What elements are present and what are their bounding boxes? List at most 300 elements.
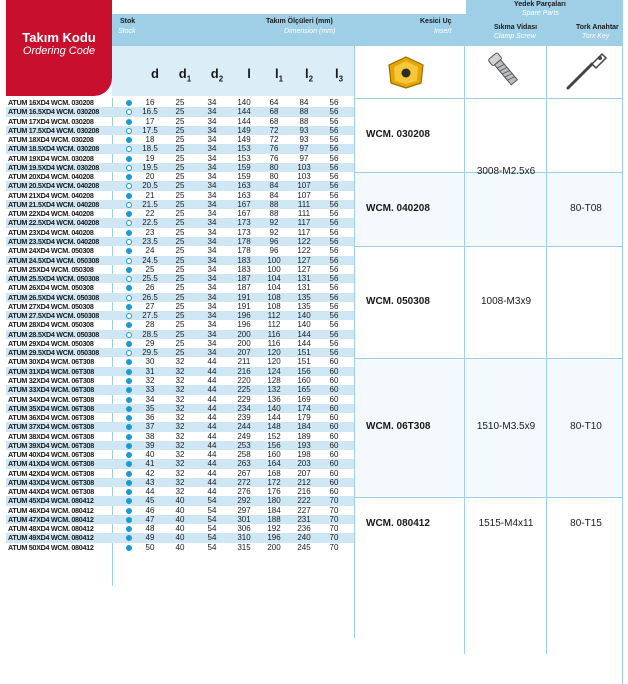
dimension-value: 40: [175, 496, 185, 506]
dimension-value: 167: [237, 209, 251, 219]
dimension-value: 111: [297, 209, 311, 219]
dimension-value: 40: [175, 524, 185, 534]
ordering-code: ATUM 23XD4 WCM. 040208: [8, 227, 94, 237]
table-row: [6, 98, 354, 107]
in-stock-dot: [126, 443, 132, 449]
dimension-value: 25: [175, 181, 185, 191]
dimension-value: 193: [297, 440, 311, 450]
dimension-subscript: 1: [278, 74, 284, 84]
dimension-value: 56: [329, 274, 339, 284]
dimension-value: 25: [175, 218, 185, 228]
dimension-value: 144: [237, 107, 251, 117]
dimension-value: 120: [267, 357, 281, 367]
dimension-symbol: l: [334, 66, 339, 81]
ordering-code: ATUM 28.5XD4 WCM. 050308: [8, 329, 99, 339]
dimension-value: 111: [297, 199, 311, 209]
dimension-label: [238, 66, 260, 81]
dimension-value: 56: [329, 190, 339, 200]
dimension-value: 56: [329, 172, 339, 182]
dimension-value: 45: [145, 496, 155, 506]
dimension-value: 54: [207, 505, 217, 515]
table-row: [6, 302, 354, 311]
dimension-value: 178: [237, 236, 251, 246]
on-order-dot: [126, 146, 132, 152]
ordering-code-subtitle: Ordering Code: [22, 45, 96, 57]
insert-title: Kesici Uç: [420, 18, 452, 25]
ordering-code: ATUM 37XD4 WCM. 06T308: [8, 422, 94, 432]
dimension-value: 56: [329, 311, 339, 321]
table-row: [6, 237, 354, 246]
dimension-value: 30: [145, 357, 155, 367]
dimension-value: 76: [269, 153, 279, 163]
dimension-value: 32: [145, 375, 155, 385]
dimension-value: 60: [329, 440, 339, 450]
dimension-value: 20: [145, 172, 155, 182]
table-row: [6, 441, 354, 450]
dimension-value: 56: [329, 348, 339, 358]
dimension-value: 44: [207, 403, 217, 413]
dimension-value: 34: [207, 320, 217, 330]
dimension-value: 60: [329, 477, 339, 487]
dimension-symbol: d: [210, 66, 219, 81]
ordering-code: ATUM 21.5XD4 WCM. 040208: [8, 199, 99, 209]
on-order-dot: [126, 332, 132, 338]
dimension-value: 22: [145, 209, 155, 219]
dimension-value: 148: [267, 422, 281, 432]
dimension-value: 116: [267, 329, 281, 339]
in-stock-dot: [126, 452, 132, 458]
dimension-value: 72: [269, 125, 279, 135]
dimension-value: 192: [267, 524, 281, 534]
dimension-value: 88: [269, 199, 279, 209]
dimension-value: 128: [267, 375, 281, 385]
dimension-value: 19.5: [142, 162, 158, 172]
dimension-value: 149: [237, 135, 251, 145]
dimension-value: 222: [297, 496, 311, 506]
dimension-value: 34: [207, 107, 217, 117]
dimension-value: 272: [237, 477, 251, 487]
dimension-value: 28.5: [142, 329, 158, 339]
ordering-code: ATUM 24.5XD4 WCM. 050308: [8, 255, 99, 265]
in-stock-dot: [126, 156, 132, 162]
clamp-screw-code: 3008-M2.5x6: [476, 166, 536, 178]
dimension-value: 92: [269, 227, 279, 237]
in-stock-dot: [126, 378, 132, 384]
spare-parts-subtitle: Spare Parts: [522, 10, 559, 17]
dimension-value: 117: [297, 218, 311, 228]
dimension-value: 60: [329, 385, 339, 395]
dimension-value: 34: [207, 144, 217, 154]
ordering-code: ATUM 48XD4 WCM. 080412: [8, 524, 94, 534]
table-row: [6, 515, 354, 524]
dimension-value: 140: [297, 311, 311, 321]
dimension-value: 44: [207, 477, 217, 487]
dimension-value: 104: [267, 274, 281, 284]
dimension-value: 25: [175, 329, 185, 339]
dimension-value: 253: [237, 440, 251, 450]
torx-key-code: 80-T10: [570, 421, 602, 433]
dimension-value: 183: [237, 264, 251, 274]
dimension-value: 56: [329, 283, 339, 293]
spare-parts-title: Yedek Parçaları: [514, 1, 566, 8]
table-row: [6, 413, 354, 422]
dimension-value: 196: [237, 311, 251, 321]
in-stock-dot: [126, 100, 132, 106]
dimension-value: 156: [297, 366, 311, 376]
dimension-value: 21: [145, 190, 155, 200]
dimension-value: 60: [329, 459, 339, 469]
dimension-value: 40: [175, 542, 185, 552]
dimension-value: 267: [237, 468, 251, 478]
dimension-value: 34: [207, 274, 217, 284]
dimension-value: 25: [175, 190, 185, 200]
in-stock-dot: [126, 285, 132, 291]
table-row: [6, 450, 354, 459]
dimension-value: 56: [329, 236, 339, 246]
dimension-value: 47: [145, 514, 155, 524]
dimension-value: 56: [329, 98, 339, 107]
dimension-value: 60: [329, 357, 339, 367]
ordering-code: ATUM 26.5XD4 WCM. 050308: [8, 292, 99, 302]
dimension-value: 245: [297, 542, 311, 552]
clamp-screw-icon: [484, 48, 524, 92]
dimension-value: 122: [297, 236, 311, 246]
dimension-value: 153: [237, 144, 251, 154]
in-stock-dot: [126, 304, 132, 310]
dimension-value: 60: [329, 487, 339, 497]
dimension-value: 25: [175, 264, 185, 274]
in-stock-dot: [126, 369, 132, 375]
dimension-value: 25: [175, 255, 185, 265]
dimension-value: 25: [175, 338, 185, 348]
dimension-value: 200: [267, 542, 281, 552]
dimension-value: 60: [329, 450, 339, 460]
dimension-value: 42: [145, 468, 155, 478]
dimension-value: 136: [267, 394, 281, 404]
dimension-value: 24: [145, 246, 155, 256]
on-order-dot: [126, 313, 132, 319]
dimension-value: 34: [207, 227, 217, 237]
dimension-value: 56: [329, 107, 339, 117]
dimension-value: 258: [237, 450, 251, 460]
table-row: [6, 348, 354, 357]
dimension-value: 34: [207, 181, 217, 191]
dimension-value: 96: [269, 236, 279, 246]
dimension-value: 60: [329, 413, 339, 423]
dimension-value: 41: [145, 459, 155, 469]
dimension-value: 276: [237, 487, 251, 497]
dimension-value: 44: [207, 422, 217, 432]
ordering-code: ATUM 19XD4 WCM. 030208: [8, 153, 94, 163]
dimension-label: [298, 66, 320, 84]
dimension-value: 178: [237, 246, 251, 256]
dimension-value: 32: [175, 431, 185, 441]
dimension-label: [268, 66, 290, 84]
dimension-value: 108: [267, 292, 281, 302]
ordering-code: ATUM 42XD4 WCM. 06T308: [8, 468, 94, 478]
on-order-dot: [126, 202, 132, 208]
dimension-value: 292: [237, 496, 251, 506]
dimension-value: 32: [175, 375, 185, 385]
dimension-value: 34: [207, 218, 217, 228]
dimension-value: 107: [297, 190, 311, 200]
dimension-value: 34: [207, 199, 217, 209]
dimension-value: 187: [237, 283, 251, 293]
dimension-value: 183: [237, 255, 251, 265]
dimension-value: 191: [237, 301, 251, 311]
insert-code: WCM. 040208: [366, 203, 430, 215]
ordering-code: ATUM 49XD4 WCM. 080412: [8, 533, 94, 543]
dimension-value: 25: [175, 301, 185, 311]
table-row: [6, 357, 354, 366]
dimension-value: 18.5: [142, 144, 158, 154]
dimension-value: 34: [207, 135, 217, 145]
in-stock-dot: [126, 498, 132, 504]
dimension-value: 56: [329, 255, 339, 265]
dimension-value: 25: [175, 274, 185, 284]
table-row: [6, 422, 354, 431]
dimension-value: 25: [175, 116, 185, 126]
dimension-value: 97: [299, 153, 309, 163]
dimension-value: 32: [175, 450, 185, 460]
ordering-code: ATUM 25.5XD4 WCM. 050308: [8, 274, 99, 284]
dimension-value: 107: [297, 181, 311, 191]
ordering-code: ATUM 28XD4 WCM. 050308: [8, 320, 94, 330]
in-stock-dot: [126, 387, 132, 393]
dimension-value: 165: [297, 385, 311, 395]
stock-subtitle: Stock: [118, 28, 136, 35]
dimension-value: 56: [329, 338, 339, 348]
in-stock-dot: [126, 119, 132, 125]
dimension-value: 40: [145, 450, 155, 460]
dimension-value: 17: [145, 116, 155, 126]
dimension-value: 180: [267, 496, 281, 506]
in-stock-dot: [126, 341, 132, 347]
ordering-code: ATUM 25XD4 WCM. 050308: [8, 264, 94, 274]
dimension-value: 23: [145, 227, 155, 237]
dimension-value: 96: [269, 246, 279, 256]
table-row: [6, 172, 354, 181]
table-row: [6, 181, 354, 190]
dimension-value: 70: [329, 514, 339, 524]
ordering-code: ATUM 22XD4 WCM. 040208: [8, 209, 94, 219]
table-row: [6, 330, 354, 339]
in-stock-dot: [126, 517, 132, 523]
dimension-value: 34: [207, 190, 217, 200]
dimension-value: 33: [145, 385, 155, 395]
dimension-value: 135: [297, 292, 311, 302]
table-row: [6, 246, 354, 255]
dimension-value: 44: [207, 385, 217, 395]
dimension-value: 152: [267, 431, 281, 441]
table-row: [6, 395, 354, 404]
dimension-value: 140: [297, 320, 311, 330]
dimension-value: 31: [145, 366, 155, 376]
dimension-value: 56: [329, 320, 339, 330]
table-row: [6, 367, 354, 376]
dimension-value: 187: [237, 274, 251, 284]
in-stock-dot: [126, 193, 132, 199]
dimension-value: 24.5: [142, 255, 158, 265]
in-stock-dot: [126, 434, 132, 440]
dimension-value: 40: [175, 505, 185, 515]
in-stock-dot: [126, 489, 132, 495]
dimension-value: 35: [145, 403, 155, 413]
clamp-screw-code: 1008-M3x9: [480, 295, 532, 307]
dimension-value: 70: [329, 524, 339, 534]
on-order-dot: [126, 220, 132, 226]
dimension-value: 88: [299, 116, 309, 126]
dimension-value: 112: [267, 320, 281, 330]
dimension-value: 220: [237, 375, 251, 385]
dimension-value: 56: [329, 227, 339, 237]
dimension-symbol: l: [304, 66, 309, 81]
dimension-value: 93: [299, 135, 309, 145]
ordering-code: ATUM 22.5XD4 WCM. 040208: [8, 218, 99, 228]
dimension-value: 68: [269, 107, 279, 117]
dimension-value: 29: [145, 338, 155, 348]
dimension-value: 112: [267, 311, 281, 321]
dimension-value: 34: [207, 338, 217, 348]
dimension-value: 160: [267, 450, 281, 460]
dimension-value: 25: [175, 153, 185, 163]
torx-key-subtitle: Torx Key: [582, 33, 610, 40]
dimension-value: 122: [297, 246, 311, 256]
dimension-value: 32: [175, 487, 185, 497]
dimension-value: 124: [267, 366, 281, 376]
ordering-code: ATUM 45XD4 WCM. 080412: [8, 496, 94, 506]
dimension-value: 32: [175, 385, 185, 395]
dimension-value: 56: [329, 329, 339, 339]
dimension-value: 20.5: [142, 181, 158, 191]
table-row: [6, 283, 354, 292]
ordering-code: ATUM 43XD4 WCM. 06T308: [8, 477, 94, 487]
dimension-value: 249: [237, 431, 251, 441]
dimension-value: 92: [269, 218, 279, 228]
in-stock-dot: [126, 415, 132, 421]
dimension-subscript: 3: [338, 74, 344, 84]
dimension-value: 70: [329, 533, 339, 543]
dimension-value: 97: [299, 144, 309, 154]
ordering-code: ATUM 18XD4 WCM. 030208: [8, 135, 94, 145]
dimension-value: 144: [297, 329, 311, 339]
dimension-value: 44: [207, 487, 217, 497]
dimension-value: 44: [207, 440, 217, 450]
dimension-label: [144, 66, 166, 81]
dimension-value: 17.5: [142, 125, 158, 135]
dimension-value: 168: [267, 468, 281, 478]
dimension-value: 54: [207, 524, 217, 534]
dimension-value: 34: [207, 98, 217, 107]
dimension-value: 60: [329, 468, 339, 478]
ordering-code: ATUM 41XD4 WCM. 06T308: [8, 459, 94, 469]
dimension-value: 127: [297, 264, 311, 274]
dimension-value: 173: [237, 218, 251, 228]
ordering-code: ATUM 47XD4 WCM. 080412: [8, 514, 94, 524]
dimension-value: 32: [175, 468, 185, 478]
dimension-value: 32: [175, 440, 185, 450]
dimension-subtitle: Dimension (mm): [284, 28, 336, 35]
on-order-dot: [126, 109, 132, 115]
dimension-value: 151: [297, 357, 311, 367]
clamp-screw-code: 1515-M4x11: [478, 518, 534, 530]
dimension-value: 151: [297, 348, 311, 358]
dimension-value: 34: [207, 301, 217, 311]
ordering-code: ATUM 32XD4 WCM. 06T308: [8, 375, 94, 385]
ordering-code: ATUM 16.5XD4 WCM. 030208: [8, 107, 99, 117]
ordering-code: ATUM 38XD4 WCM. 06T308: [8, 431, 94, 441]
table-row: [6, 256, 354, 265]
dimension-value: 140: [267, 403, 281, 413]
in-stock-dot: [126, 480, 132, 486]
table-row: [6, 432, 354, 441]
dimension-label: [174, 66, 196, 84]
in-stock-dot: [126, 471, 132, 477]
dimension-value: 44: [207, 375, 217, 385]
torx-key-code: 80-T15: [570, 518, 602, 530]
dimension-value: 56: [329, 199, 339, 209]
dimension-value: 64: [269, 98, 279, 107]
table-row: [6, 478, 354, 487]
dimension-value: 159: [237, 172, 251, 182]
dimension-value: 240: [297, 533, 311, 543]
table-row: [6, 506, 354, 515]
dimension-value: 93: [299, 125, 309, 135]
dimension-value: 234: [237, 403, 251, 413]
insert-code: WCM. 080412: [366, 518, 430, 530]
dimension-value: 60: [329, 403, 339, 413]
dimension-value: 25.5: [142, 274, 158, 284]
ordering-code: ATUM 27XD4 WCM. 050308: [8, 301, 94, 311]
dimension-value: 200: [237, 338, 251, 348]
dimension-value: 34: [207, 236, 217, 246]
insert-code: WCM. 06T308: [366, 421, 431, 433]
dimension-value: 29.5: [142, 348, 158, 358]
dimension-value: 56: [329, 218, 339, 228]
on-order-dot: [126, 258, 132, 264]
dimension-value: 163: [237, 190, 251, 200]
table-row: [6, 376, 354, 385]
dimension-value: 163: [237, 181, 251, 191]
on-order-dot: [126, 128, 132, 134]
dimension-value: 26: [145, 283, 155, 293]
dimension-value: 49: [145, 533, 155, 543]
dimension-value: 36: [145, 413, 155, 423]
dimension-value: 315: [237, 542, 251, 552]
dimension-symbol: l: [247, 66, 251, 81]
ordering-code: ATUM 30XD4 WCM. 06T308: [8, 357, 94, 367]
dimension-value: 184: [267, 505, 281, 515]
dimension-value: 70: [329, 496, 339, 506]
ordering-code: ATUM 34XD4 WCM. 06T308: [8, 394, 94, 404]
dimension-value: 60: [329, 431, 339, 441]
dimension-value: 88: [299, 107, 309, 117]
in-stock-dot: [126, 526, 132, 532]
ordering-code: ATUM 23.5XD4 WCM. 040208: [8, 236, 99, 246]
dimension-value: 153: [237, 153, 251, 163]
dimension-value: 144: [237, 116, 251, 126]
table-row: [6, 117, 354, 126]
dimension-title: Takım Ölçüleri (mm): [266, 18, 333, 25]
dimension-value: 26.5: [142, 292, 158, 302]
dimension-value: 40: [175, 514, 185, 524]
dimension-value: 32: [175, 366, 185, 376]
dimension-value: 140: [237, 98, 251, 107]
dimension-subscript: 2: [308, 74, 314, 84]
dimension-symbol: d: [151, 66, 159, 81]
stock-title: Stok: [120, 18, 136, 25]
dimension-value: 56: [329, 144, 339, 154]
